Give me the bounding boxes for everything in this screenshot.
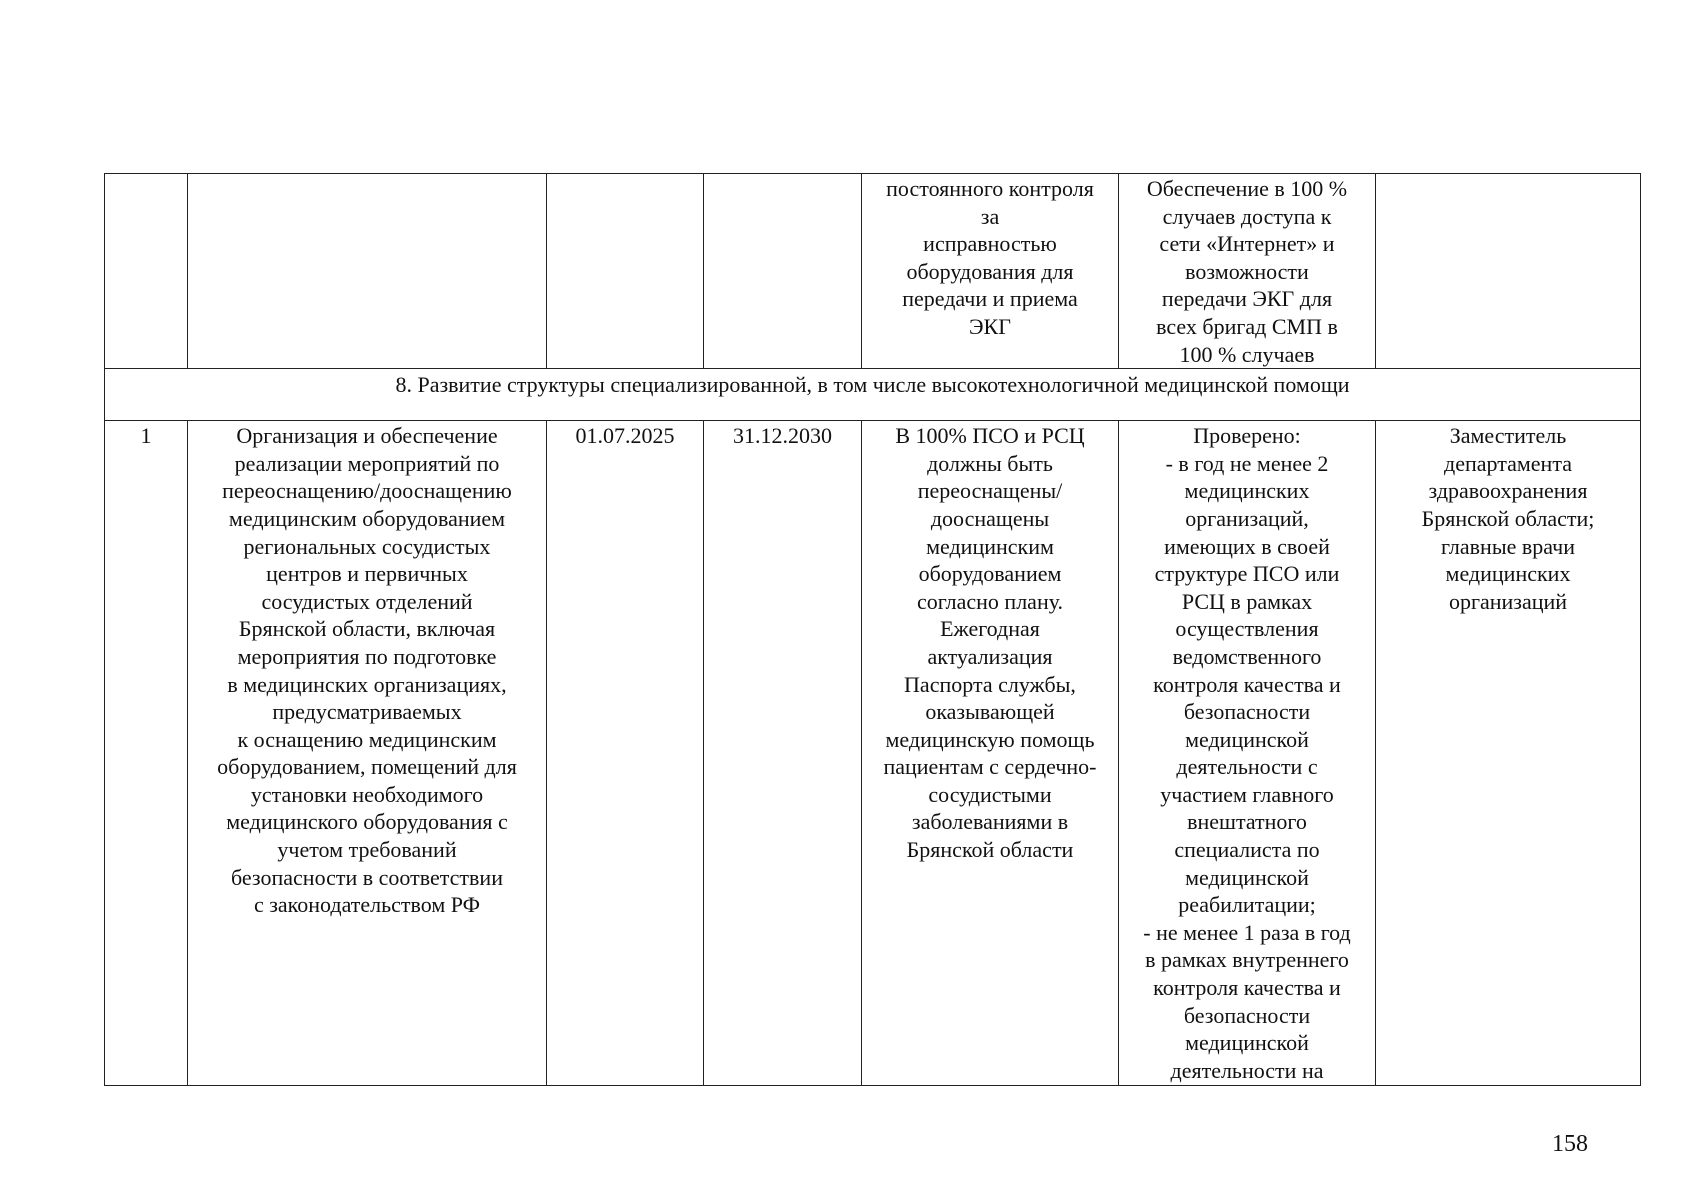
section-heading-row bbox=[105, 369, 1641, 421]
page-number: 158 bbox=[1552, 1131, 1588, 1157]
table-row bbox=[105, 421, 1641, 1086]
cell-measure: Организация и обеспечение реализации мероприятий по переоснащению/дооснащению медицинским оборудованием региональных сосудистых центров и первичных сосудистых отделений Брянской области, включая мероприятия по подготовке в медицинских организациях, предусматриваемых к оснащению медицинским оборудованием, помещений для установки необходимого медицинского оборудования с учетом требований безопасности в соответствии с законодательством РФ bbox=[188, 421, 547, 1086]
cell-number: 1 bbox=[105, 421, 188, 1086]
cell-result: постоянного контроля за исправностью оборудования для передачи и приема ЭКГ bbox=[862, 174, 1119, 369]
cell-responsible bbox=[1376, 174, 1641, 369]
cell-number bbox=[105, 174, 188, 369]
cell-end-date bbox=[704, 174, 862, 369]
table-row-continuation bbox=[105, 174, 1641, 369]
section-heading: 8. Развитие структуры специализированной, в том числе высокотехнологичной медицинской помощи bbox=[105, 369, 1641, 421]
cell-end-date: 31.12.2030 bbox=[704, 421, 862, 1086]
cell-indicator: Проверено: - в год не менее 2 медицинских организаций, имеющих в своей структуре ПСО или РСЦ в рамках осуществления ведомственного контроля качества и безопасности медицинской деятельности с участием главного внештатного специалиста по медицинской реабилитации; - не менее 1 раза в год в рамках внутреннего контроля качества и безопасности медицинской деятельности на bbox=[1119, 421, 1376, 1086]
cell-indicator: Обеспечение в 100 % случаев доступа к сети «Интернет» и возможности передачи ЭКГ для всех бригад СМП в 100 % случаев bbox=[1119, 174, 1376, 369]
cell-start-date bbox=[547, 174, 704, 369]
cell-responsible: Заместитель департамента здравоохранения Брянской области; главные врачи медицинских организаций bbox=[1376, 421, 1641, 1086]
cell-measure bbox=[188, 174, 547, 369]
cell-result: В 100% ПСО и РСЦ должны быть переоснащены/ дооснащены медицинским оборудованием согласно плану. Ежегодная актуализация Паспорта службы, оказывающей медицинскую помощь пациентам с сердечно- сосудистыми заболеваниями в Брянской области bbox=[862, 421, 1119, 1086]
activities-table bbox=[104, 173, 1641, 1086]
cell-start-date: 01.07.2025 bbox=[547, 421, 704, 1086]
